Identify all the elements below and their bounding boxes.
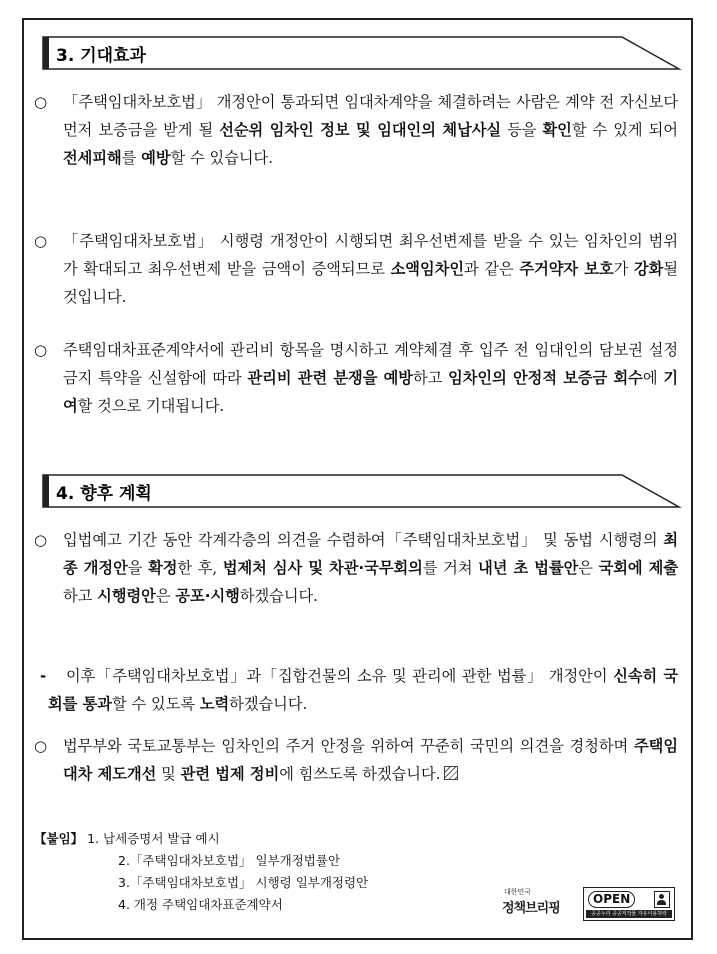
logo-small-text: 대한민국	[504, 888, 532, 896]
circle-bullet-icon: ○	[34, 93, 48, 111]
section-3-item-3	[34, 336, 678, 420]
end-mark-icon	[444, 766, 458, 780]
attachments-label: 【붙임】	[34, 831, 84, 846]
section-3-header	[42, 36, 682, 70]
body-text: 하고	[63, 587, 98, 605]
attachment-row	[34, 828, 514, 850]
emphasis-text: 강화	[634, 260, 664, 278]
emphasis-text: 주거약자 보호	[519, 260, 614, 278]
section-4-title: 4. 향후 계획	[56, 484, 152, 504]
emphasis-text: 내년 초 법률안	[478, 559, 579, 577]
emphasis-text: 공포·시행	[175, 587, 240, 605]
emphasis-text: 시행령안	[97, 587, 156, 605]
body-text: 은	[578, 559, 599, 577]
dash-bullet-icon: -	[40, 667, 47, 685]
circle-bullet-icon: ○	[34, 232, 48, 250]
body-text: 를 거쳐	[422, 559, 479, 577]
body-text: 할 수 있습니다.	[170, 149, 274, 167]
emphasis-text: 신속히 국회를 통과	[48, 667, 678, 713]
body-text: 이후「주택임대차보호법」과「집합건물의 소유 및 관리에 관한 법률」 개정안이	[66, 667, 614, 685]
section-3-item-1	[34, 88, 678, 172]
body-text: 및	[156, 765, 181, 783]
emphasis-text: 노력	[199, 695, 230, 713]
attachment-item: 3.「주택임대차보호법」 시행령 일부개정령안	[118, 875, 369, 890]
body-text: 법무부와 국토교통부는 임차인의 주거 안정을 위하여 꾸준히 국민의 의견을 경청하며	[63, 737, 634, 755]
body-text: 할 수 있도록	[111, 695, 200, 713]
section-3-item-2	[34, 227, 678, 311]
emphasis-text: 임차인의 안정적 보증금 회수	[448, 369, 643, 387]
body-text: 한 후,	[177, 559, 223, 577]
paragraph-text	[34, 662, 678, 718]
body-text: 은	[155, 587, 176, 605]
attachments-list	[34, 828, 514, 916]
section-4-subitem	[34, 662, 678, 718]
section-3-title: 3. 기대효과	[56, 46, 146, 66]
paragraph-text	[63, 732, 678, 788]
body-text: 가	[613, 260, 634, 278]
body-text: 주택임대차표준계약서에 관리비 항목을 명시하고 계약체결 후 입주 전 임대인의 담보권 설정금지 특약을 신설함에 따라	[63, 341, 678, 387]
body-text: 하겠습니다.	[229, 695, 308, 713]
body-text: 을	[127, 559, 149, 577]
emphasis-text: 관련 법제 정비	[180, 765, 280, 783]
body-text: 될 것입니다.	[63, 260, 679, 306]
body-text: 하겠습니다.	[239, 587, 319, 605]
person-icon	[654, 891, 670, 908]
policy-briefing-logo	[502, 887, 576, 923]
logo-big-text: 정책브리핑	[502, 901, 560, 916]
body-text: 등을	[501, 121, 543, 139]
paragraph-text	[63, 526, 678, 610]
emphasis-text: 관리비 관련 분쟁을 예방	[247, 369, 413, 387]
emphasis-text: 선순위 임차인 정보 및 임대인의 체납사실	[219, 121, 502, 139]
body-text: 할 수 있게 되어	[571, 121, 678, 139]
paragraph-text	[63, 336, 678, 420]
body-text: 에 힘쓰도록 하겠습니다.	[279, 765, 441, 783]
open-badge: OPEN	[588, 891, 635, 908]
kogl-open-logo	[583, 887, 675, 921]
emphasis-text: 법제처 심사 및 차관·국무회의	[222, 559, 423, 577]
emphasis-text: 기여	[63, 369, 678, 415]
emphasis-text: 확정	[148, 559, 178, 577]
body-text: 를	[121, 149, 142, 167]
body-text: 입법예고 기간 동안 각계각층의 의견을 수렴하여「주택임대차보호법」 및 동법 시행령의	[63, 531, 664, 549]
emphasis-text: 전세피해	[63, 149, 122, 167]
circle-bullet-icon: ○	[34, 737, 48, 755]
section-4-item-2	[34, 732, 678, 788]
paragraph-text	[63, 227, 678, 311]
open-license-strip: 공공누리 공공저작물 자유이용허락	[586, 910, 672, 918]
body-text: 과 같은	[464, 260, 520, 278]
attachment-item: 1. 납세증명서 발급 예시	[87, 831, 220, 846]
paragraph-text	[63, 88, 678, 172]
emphasis-text: 국회에 제출	[598, 559, 679, 577]
body-text: 할 것으로 기대됩니다.	[77, 397, 225, 415]
emphasis-text: 확인	[542, 121, 572, 139]
body-text: 「주택임대차보호법」 시행령 개정안이 시행되면 최우선변제를 받을 수 있는 임차인의 범위가 확대되고 최우선변제 받을 금액이 증액되므로	[63, 232, 678, 278]
body-text: 에	[642, 369, 664, 387]
emphasis-text: 최종 개정안	[63, 531, 678, 577]
attachment-item: 4. 개정 주택임대차표준계약서	[118, 897, 283, 912]
body-text: 「주택임대차보호법」 개정안이 통과되면 임대차계약을 체결하려는 사람은 계약 전 자신보다 먼저 보증금을 받게 될	[63, 93, 678, 139]
section-4-item-1	[34, 526, 678, 610]
body-text: 하고	[412, 369, 449, 387]
attachment-item: 2.「주택임대차보호법」 일부개정법률안	[118, 853, 341, 868]
emphasis-text: 소액임차인	[390, 260, 464, 278]
emphasis-text: 예방	[141, 149, 171, 167]
circle-bullet-icon: ○	[34, 531, 48, 549]
emphasis-text: 주택임대차 제도개선	[63, 737, 678, 783]
circle-bullet-icon: ○	[34, 341, 48, 359]
section-4-header	[42, 474, 682, 508]
